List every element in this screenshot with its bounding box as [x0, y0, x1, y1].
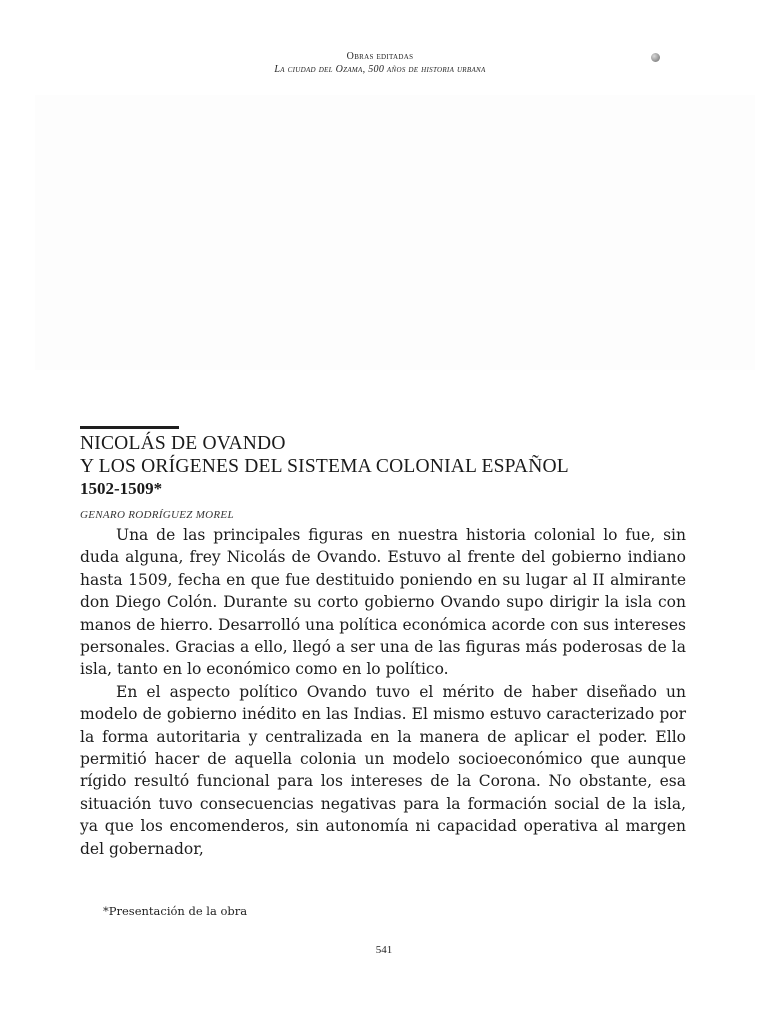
running-header: [150, 50, 610, 76]
chapter-title: [80, 432, 700, 500]
page-number: 541: [375, 944, 393, 956]
chapter-title-line-2: Y LOS ORÍGENES DEL SISTEMA COLONIAL ESPAÑOL: [80, 456, 569, 477]
footnote: *Presentación de la obra: [103, 904, 248, 918]
chapter-years: 1502-1509*: [80, 479, 163, 498]
blank-image-area: [35, 95, 755, 370]
series-title: Obras editadas: [346, 51, 414, 62]
author-name: GENARO RODRÍGUEZ MOREL: [80, 509, 234, 521]
paragraph-1: Una de las principales figuras en nuestra historia colonial lo fue, sin duda alguna, frey Nicolás de Ovando. Estuvo al frente del gobierno indiano hasta 1509, fecha en que fue destituido poniendo en su lugar al II almirante don Diego Colón. Durante su corto gobierno Ovando supo dirigir la isla con manos de hierro. Desarrolló una política económica acorde con sus intereses personales. Gracias a ello, llegó a ser una de las figuras más poderosas de la isla, tanto en lo económico como en lo político.: [80, 526, 686, 679]
title-rule: [80, 426, 179, 429]
dot-icon: [651, 53, 660, 62]
chapter-title-line-1: NICOLÁS DE OVANDO: [80, 433, 286, 454]
paragraph-2: En el aspecto político Ovando tuvo el mérito de haber diseñado un modelo de gobierno inédito en las Indias. El mismo estuvo caracterizado por la forma autoritaria y centralizada en la manera de aplicar el poder. Ello permitió hacer de aquella colonia un modelo socioeconómico que aunque rígido resultó funcional para los intereses de la Corona. No obstante, esa situación tuvo consecuencias negativas para la formación social de la isla, ya que los encomenderos, sin autonomía ni capacidad operativa al margen del gobernador,: [80, 682, 686, 858]
body-text: [80, 524, 686, 860]
book-title: La ciudad del Ozama, 500 años de historia urbana: [274, 64, 486, 75]
